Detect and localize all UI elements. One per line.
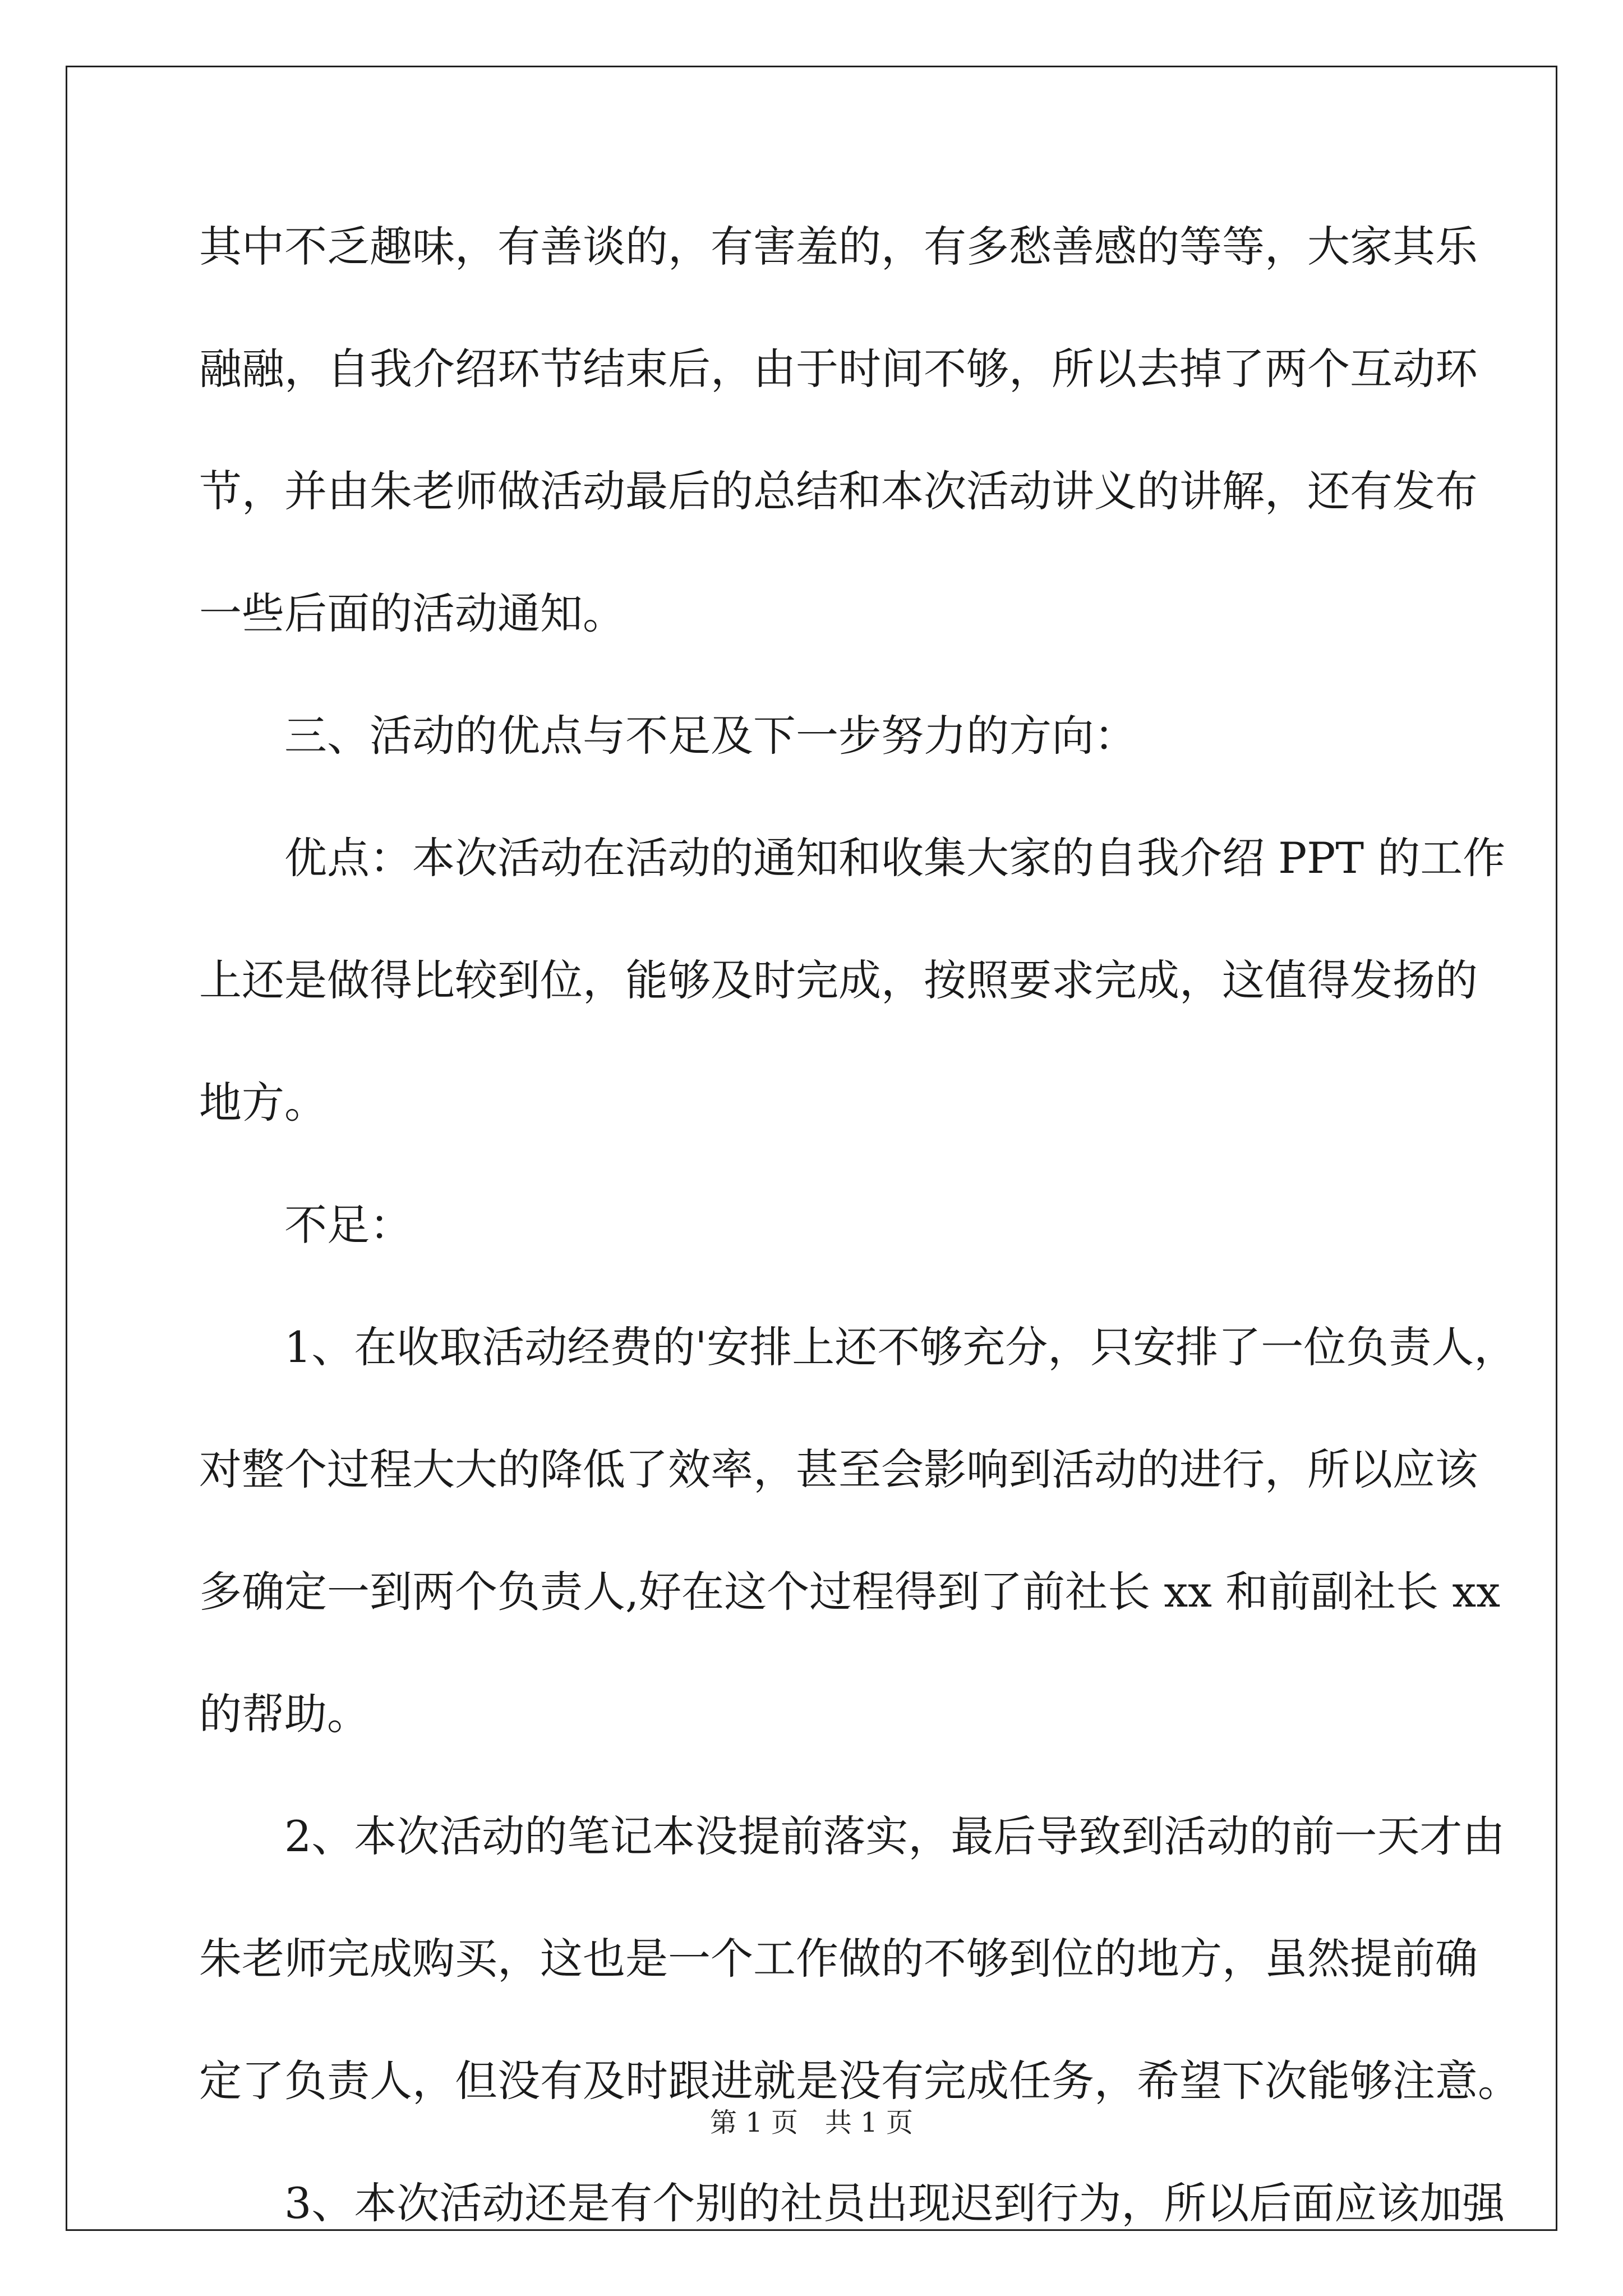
text-line: 朱老师完成购买，这也是一个工作做的不够到位的地方，虽然提前确 [199,1934,1478,1984]
text-line: 1、在收取活动经费的'安排上还不够充分，只安排了一位负责人， [284,1322,1517,1372]
text-line: 的帮助。 [199,1689,370,1739]
text-line: 上还是做得比较到位，能够及时完成，按照要求完成，这值得发扬的 [199,955,1478,1005]
page-footer: 第 1 页 共 1 页 [709,2107,914,2138]
document-body [199,213,1520,2292]
text-line: 节，并由朱老师做活动最后的总结和本次活动讲义的讲解，还有发布 [199,466,1478,516]
text-line: 融融，自我介绍环节结束后，由于时间不够，所以去掉了两个互动环 [199,344,1478,394]
text-line: 地方。 [199,1078,327,1128]
text-line: 对整个过程大大的降低了效率，甚至会影响到活动的进行，所以应该 [199,1444,1478,1494]
text-line: 其中不乏趣味，有善谈的，有害羞的，有多愁善感的等等，大家其乐 [199,222,1478,272]
text-line: 多确定一到两个负责人,好在这个过程得到了前社长 xx 和前副社长 xx [199,1567,1501,1617]
text-line: 不足： [284,1200,412,1250]
text-line: 2、本次活动的笔记本没提前落实，最后导致到活动的前一天才由 [284,1811,1505,1861]
text-line: 定了负责人，但没有及时跟进就是没有完成任务，希望下次能够注意。 [199,2056,1520,2106]
text-line: 一些后面的活动通知。 [199,588,625,638]
text-line: 3、本次活动还是有个别的社员出现迟到行为，所以后面应该加强 [284,2178,1505,2228]
text-line: 三、活动的优点与不足及下一步努力的方向： [284,711,1137,761]
text-line: 优点：本次活动在活动的通知和收集大家的自我介绍 PPT 的工作 [284,833,1506,883]
